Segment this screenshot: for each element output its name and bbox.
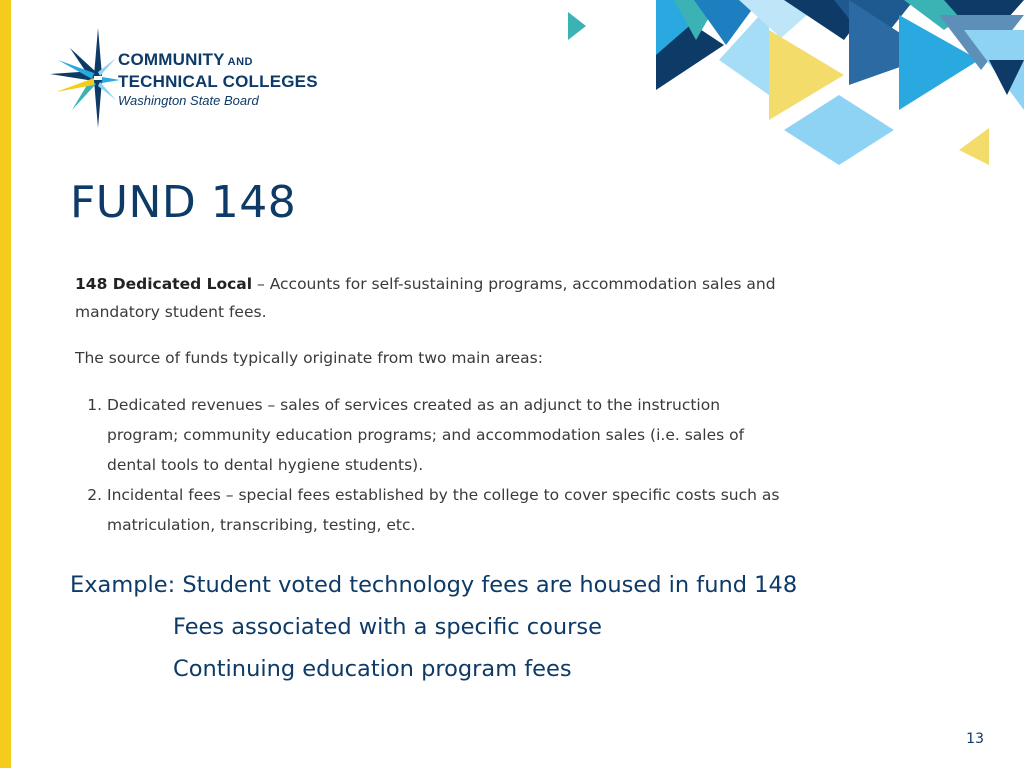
example-line: Example: Student voted technology fees are housed in fund 148 — [70, 572, 798, 598]
example-line: Continuing education program fees — [173, 656, 572, 682]
example-line: Fees associated with a specific course — [173, 614, 602, 640]
logo-wordmark-line1: COMMUNITY AND — [118, 50, 253, 69]
starburst-logo-icon — [50, 28, 120, 128]
slide-title: FUND 148 — [70, 177, 297, 228]
sbctc-logo — [50, 28, 350, 128]
left-accent-bar — [0, 0, 11, 768]
logo-subtitle: Washington State Board — [118, 93, 259, 108]
list-item: 1. Dedicated revenues – sales of services created as an adjunct to the instruction program; community education programs; and accommodation sales (i.e. sales of dental tools to dental hygiene students). — [107, 390, 795, 480]
sources-intro: The source of funds typically originate from two main areas: — [75, 349, 543, 367]
logo-wordmark-line2: TECHNICAL COLLEGES — [118, 72, 318, 91]
list-item: 2. Incidental fees – special fees established by the college to cover specific costs such as matriculation, transcribing, testing, etc. — [107, 480, 795, 540]
geometric-triangle-decoration — [544, 0, 1024, 175]
sources-list — [75, 390, 795, 540]
page-number: 13 — [966, 731, 984, 747]
fund-name: 148 Dedicated Local — [75, 275, 253, 293]
example-block — [70, 564, 797, 690]
fund-definition-paragraph — [75, 270, 795, 326]
fund-description-excerpt — [75, 270, 795, 540]
fund-definition-text: – Accounts for self-sustaining programs, accommodation sales and mandatory student fees. — [75, 275, 776, 321]
